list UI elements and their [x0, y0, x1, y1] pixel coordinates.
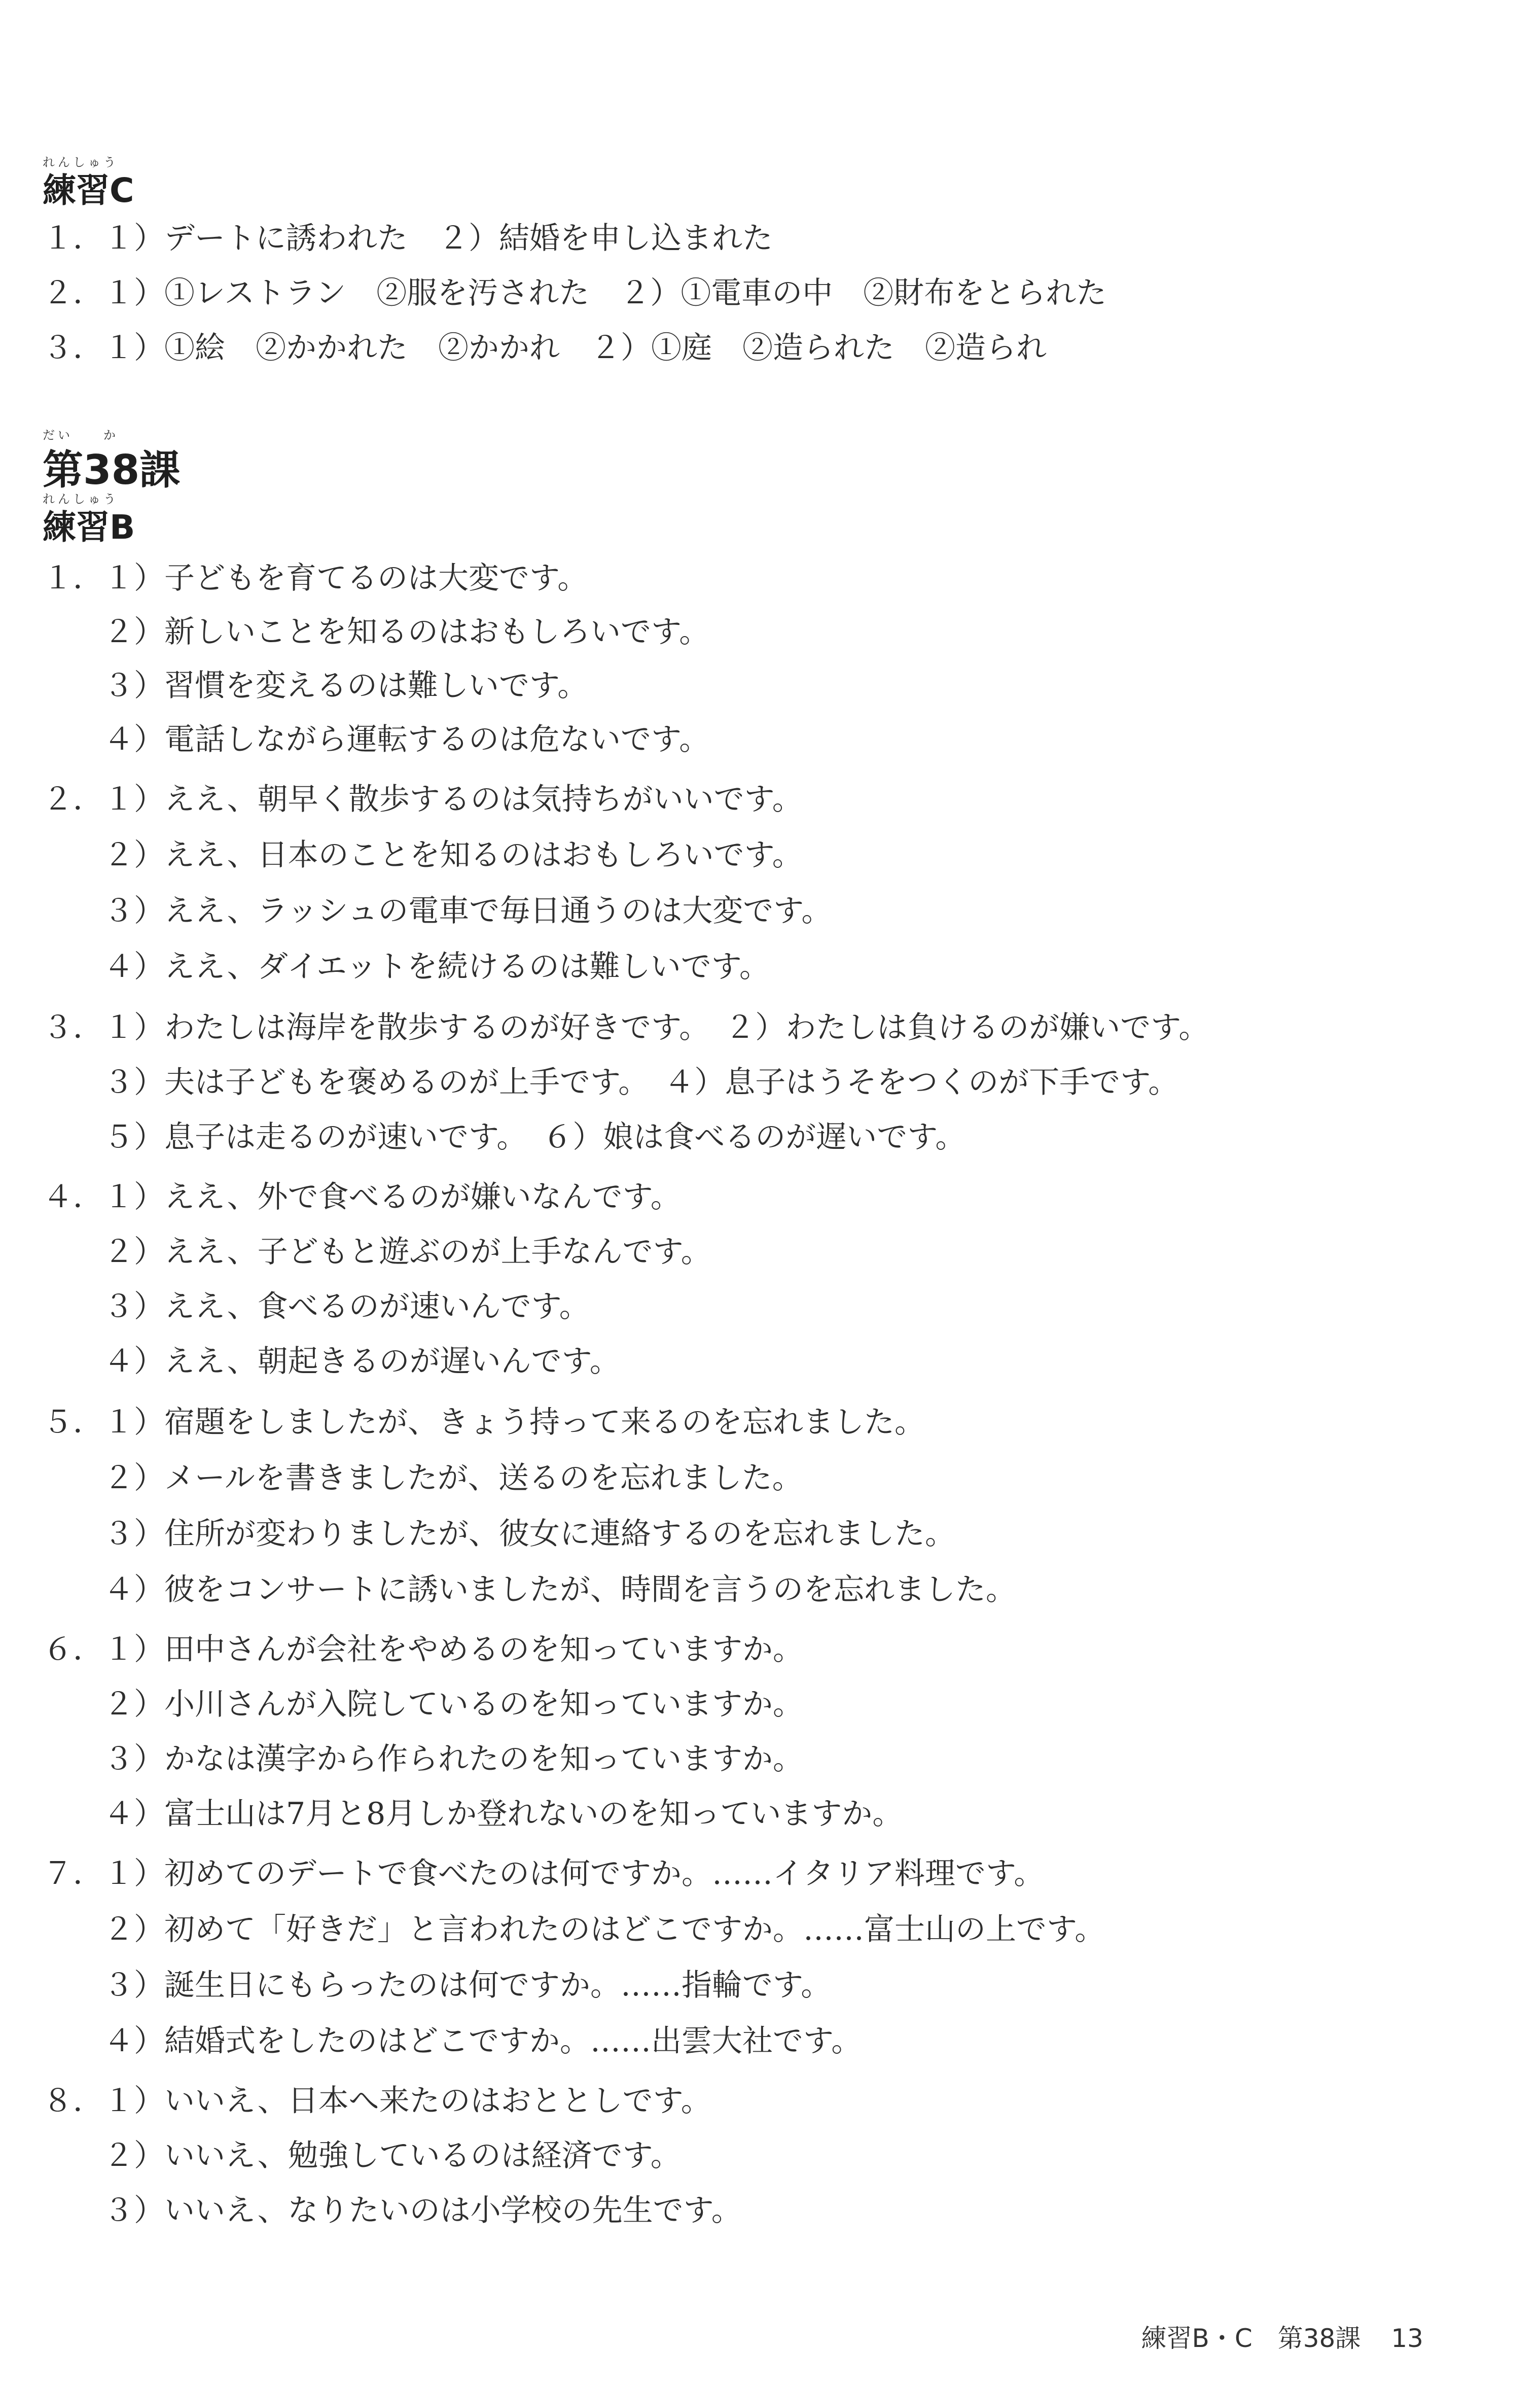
exercise-b-line: ４）ええ、朝起きるのが遅いんです。: [43, 1344, 620, 1379]
exercise-b-line: ４）ええ、ダイエットを続けるのは難しいです。: [43, 949, 770, 985]
page-number: 13: [1391, 2324, 1423, 2353]
footer-label: 練習B・C 第38課: [1141, 2324, 1361, 2353]
exercise-b-line: ７．１）初めてのデートで食べたのは何ですか。……イタリア料理です。: [43, 1856, 1045, 1891]
section-c-ruby: れんしゅう: [43, 155, 119, 169]
exercise-b-line: ３）かなは漢字から作られたのを知っていますか。: [43, 1741, 803, 1777]
exercise-b-line: ３．１）わたしは海岸を散歩するのが好きです。 ２）わたしは負けるのが嫌いです。: [43, 1010, 1209, 1045]
exercise-c-line: １．１）デートに誘われた ２）結婚を申し込まれた: [43, 221, 773, 256]
exercise-b-line: ２．１）ええ、朝早く散歩するのは気持ちがいいです。: [43, 782, 803, 817]
exercise-b-line: ３）住所が変わりましたが、彼女に連絡するのを忘れました。: [43, 1516, 955, 1552]
exercise-b-line: ４）結婚式をしたのはどこですか。……出雲大社です。: [43, 2023, 862, 2059]
exercise-b-line: ３）夫は子どもを褒めるのが上手です。 ４）息子はうそをつくのが下手です。: [43, 1065, 1179, 1100]
section-c-title: 練習C: [43, 171, 134, 210]
lesson-ruby: だい か: [43, 428, 119, 442]
exercise-b-line: ４）彼をコンサートに誘いましたが、時間を言うのを忘れました。: [43, 1572, 1016, 1607]
exercise-b-line: ２）初めて「好きだ」と言われたのはどこですか。……富士山の上です。: [43, 1912, 1105, 1947]
exercise-b-line: ２）新しいことを知るのはおもしろいです。: [43, 614, 710, 650]
exercise-b-line: ４．１）ええ、外で食べるのが嫌いなんです。: [43, 1179, 681, 1215]
lesson-title: 第38課: [43, 446, 181, 494]
exercise-b-line: ３）誕生日にもらったのは何ですか。……指輪です。: [43, 1968, 832, 2003]
exercise-b-line: ２）小川さんが入院しているのを知っていますか。: [43, 1687, 803, 1722]
exercise-b-line: ３）ええ、食べるのが速いんです。: [43, 1289, 590, 1324]
exercise-b-line: ５．１）宿題をしましたが、きょう持って来るのを忘れました。: [43, 1405, 925, 1440]
exercise-c-line: ２．１）①レストラン ②服を汚された ２）①電車の中 ②財布をとられた: [43, 275, 1107, 311]
exercise-b-line: ４）富士山は7月と8月しか登れないのを知っていますか。: [43, 1796, 903, 1832]
exercise-b-line: ２）ええ、日本のことを知るのはおもしろいです。: [43, 837, 803, 873]
exercise-b-line: ４）電話しながら運転するのは危ないです。: [43, 722, 710, 757]
exercise-b-line: ３）習慣を変えるのは難しいです。: [43, 668, 588, 704]
exercise-b-line: １．１）子どもを育てるのは大変です。: [43, 560, 588, 596]
exercise-b-line: ３）いいえ、なりたいのは小学校の先生です。: [43, 2193, 742, 2228]
exercise-c-line: ３．１）①絵 ②かかれた ②かかれ ２）①庭 ②造られた ②造られ: [43, 330, 1047, 366]
exercise-b-line: ３）ええ、ラッシュの電車で毎日通うのは大変です。: [43, 893, 832, 929]
exercise-b-line: ６．１）田中さんが会社をやめるのを知っていますか。: [43, 1632, 803, 1667]
exercise-b-line: ２）いいえ、勉強しているのは経済です。: [43, 2138, 681, 2173]
exercise-b-line: ２）ええ、子どもと遊ぶのが上手なんです。: [43, 1234, 711, 1270]
page-footer: [1141, 2318, 1423, 2355]
exercise-b-line: ８．１）いいえ、日本へ来たのはおととしです。: [43, 2083, 711, 2119]
section-b-ruby: れんしゅう: [43, 492, 119, 506]
exercise-b-line: ２）メールを書きましたが、送るのを忘れました。: [43, 1460, 803, 1496]
section-b-title: 練習B: [43, 508, 135, 547]
exercise-b-line: ５）息子は走るのが速いです。 ６）娘は食べるのが遅いです。: [43, 1119, 966, 1155]
